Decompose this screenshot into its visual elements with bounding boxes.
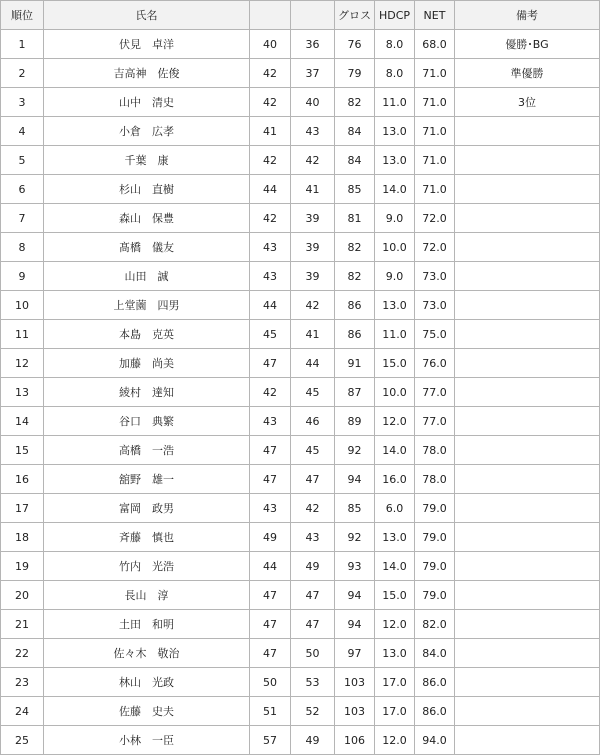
table-row (1, 552, 600, 581)
cell-out: 47 (250, 349, 291, 378)
cell-rank: 13 (1, 378, 44, 407)
cell-hdcp: 13.0 (375, 146, 415, 175)
cell-hdcp: 6.0 (375, 494, 415, 523)
table-row (1, 349, 600, 378)
cell-rank: 1 (1, 30, 44, 59)
cell-gross: 86 (335, 320, 375, 349)
cell-rank: 17 (1, 494, 44, 523)
cell-note (455, 378, 600, 407)
cell-net: 78.0 (415, 436, 455, 465)
cell-rank: 14 (1, 407, 44, 436)
cell-in: 41 (291, 320, 335, 349)
cell-note (455, 407, 600, 436)
cell-out: 49 (250, 523, 291, 552)
cell-hdcp: 12.0 (375, 726, 415, 755)
cell-rank: 15 (1, 436, 44, 465)
cell-hdcp: 13.0 (375, 291, 415, 320)
cell-gross: 92 (335, 523, 375, 552)
header-row (1, 1, 600, 30)
cell-name: 杉山 直樹 (44, 175, 250, 204)
table-row (1, 59, 600, 88)
cell-in: 44 (291, 349, 335, 378)
cell-rank: 25 (1, 726, 44, 755)
cell-gross: 76 (335, 30, 375, 59)
table-row (1, 88, 600, 117)
cell-name: 小倉 広孝 (44, 117, 250, 146)
cell-gross: 82 (335, 88, 375, 117)
cell-hdcp: 14.0 (375, 552, 415, 581)
cell-note (455, 349, 600, 378)
cell-hdcp: 15.0 (375, 581, 415, 610)
cell-name: 小林 一臣 (44, 726, 250, 755)
cell-in: 46 (291, 407, 335, 436)
cell-gross: 85 (335, 175, 375, 204)
cell-rank: 8 (1, 233, 44, 262)
cell-net: 79.0 (415, 552, 455, 581)
cell-name: 高橋 一浩 (44, 436, 250, 465)
cell-name: 長山 淳 (44, 581, 250, 610)
table-row (1, 320, 600, 349)
table-row (1, 204, 600, 233)
cell-name: 加藤 尚美 (44, 349, 250, 378)
cell-note (455, 320, 600, 349)
cell-name: 斉藤 慎也 (44, 523, 250, 552)
table-row (1, 697, 600, 726)
cell-note (455, 436, 600, 465)
cell-rank: 7 (1, 204, 44, 233)
cell-rank: 5 (1, 146, 44, 175)
table-row (1, 30, 600, 59)
cell-hdcp: 14.0 (375, 436, 415, 465)
header-in (291, 1, 335, 30)
cell-out: 42 (250, 204, 291, 233)
cell-out: 47 (250, 639, 291, 668)
cell-net: 77.0 (415, 407, 455, 436)
header-net: NET (415, 1, 455, 30)
cell-hdcp: 9.0 (375, 262, 415, 291)
cell-hdcp: 17.0 (375, 697, 415, 726)
cell-hdcp: 12.0 (375, 610, 415, 639)
cell-hdcp: 13.0 (375, 117, 415, 146)
header-rank: 順位 (1, 1, 44, 30)
cell-rank: 22 (1, 639, 44, 668)
cell-gross: 84 (335, 117, 375, 146)
cell-out: 43 (250, 494, 291, 523)
cell-name: 森山 保豊 (44, 204, 250, 233)
cell-in: 40 (291, 88, 335, 117)
cell-in: 43 (291, 117, 335, 146)
cell-out: 51 (250, 697, 291, 726)
header-out (250, 1, 291, 30)
cell-name: 千葉 康 (44, 146, 250, 175)
cell-out: 44 (250, 552, 291, 581)
cell-net: 77.0 (415, 378, 455, 407)
cell-net: 78.0 (415, 465, 455, 494)
cell-gross: 106 (335, 726, 375, 755)
table-row (1, 233, 600, 262)
cell-out: 47 (250, 436, 291, 465)
cell-note (455, 175, 600, 204)
cell-hdcp: 8.0 (375, 30, 415, 59)
table-row (1, 146, 600, 175)
cell-in: 45 (291, 378, 335, 407)
cell-rank: 24 (1, 697, 44, 726)
cell-in: 45 (291, 436, 335, 465)
cell-name: 山中 清史 (44, 88, 250, 117)
cell-note (455, 552, 600, 581)
cell-hdcp: 11.0 (375, 88, 415, 117)
cell-gross: 85 (335, 494, 375, 523)
cell-in: 42 (291, 494, 335, 523)
header-note: 備考 (455, 1, 600, 30)
cell-in: 47 (291, 465, 335, 494)
cell-gross: 82 (335, 262, 375, 291)
cell-gross: 92 (335, 436, 375, 465)
cell-in: 39 (291, 204, 335, 233)
cell-rank: 4 (1, 117, 44, 146)
cell-net: 71.0 (415, 59, 455, 88)
cell-net: 72.0 (415, 233, 455, 262)
cell-gross: 86 (335, 291, 375, 320)
cell-hdcp: 17.0 (375, 668, 415, 697)
cell-gross: 81 (335, 204, 375, 233)
table-row (1, 407, 600, 436)
table-row (1, 494, 600, 523)
cell-name: 伏見 卓洋 (44, 30, 250, 59)
cell-in: 49 (291, 726, 335, 755)
cell-gross: 82 (335, 233, 375, 262)
cell-hdcp: 16.0 (375, 465, 415, 494)
cell-name: 佐藤 史夫 (44, 697, 250, 726)
table-row (1, 581, 600, 610)
cell-note (455, 726, 600, 755)
table-row (1, 610, 600, 639)
cell-in: 39 (291, 233, 335, 262)
cell-note (455, 610, 600, 639)
table-row (1, 291, 600, 320)
cell-out: 42 (250, 378, 291, 407)
cell-hdcp: 13.0 (375, 639, 415, 668)
cell-in: 53 (291, 668, 335, 697)
cell-net: 71.0 (415, 88, 455, 117)
cell-note (455, 204, 600, 233)
cell-name: 本島 克英 (44, 320, 250, 349)
cell-rank: 23 (1, 668, 44, 697)
cell-name: 富岡 政男 (44, 494, 250, 523)
cell-net: 84.0 (415, 639, 455, 668)
cell-in: 47 (291, 610, 335, 639)
cell-note (455, 233, 600, 262)
cell-name: 髙橋 儀友 (44, 233, 250, 262)
table-row (1, 639, 600, 668)
cell-out: 43 (250, 233, 291, 262)
cell-note (455, 146, 600, 175)
cell-rank: 2 (1, 59, 44, 88)
cell-out: 43 (250, 262, 291, 291)
cell-name: 上堂薗 四男 (44, 291, 250, 320)
cell-gross: 93 (335, 552, 375, 581)
cell-rank: 19 (1, 552, 44, 581)
cell-in: 43 (291, 523, 335, 552)
table-body (1, 30, 600, 755)
cell-out: 57 (250, 726, 291, 755)
cell-hdcp: 11.0 (375, 320, 415, 349)
cell-hdcp: 10.0 (375, 378, 415, 407)
cell-net: 68.0 (415, 30, 455, 59)
table-row (1, 436, 600, 465)
cell-out: 47 (250, 610, 291, 639)
cell-gross: 94 (335, 610, 375, 639)
cell-name: 山田 誠 (44, 262, 250, 291)
cell-hdcp: 9.0 (375, 204, 415, 233)
cell-net: 79.0 (415, 581, 455, 610)
cell-out: 42 (250, 88, 291, 117)
cell-in: 47 (291, 581, 335, 610)
cell-note (455, 291, 600, 320)
cell-net: 71.0 (415, 175, 455, 204)
table-row (1, 175, 600, 204)
header-hdcp: HDCP (375, 1, 415, 30)
cell-rank: 9 (1, 262, 44, 291)
cell-in: 49 (291, 552, 335, 581)
cell-out: 47 (250, 465, 291, 494)
cell-name: 舘野 雄一 (44, 465, 250, 494)
cell-in: 52 (291, 697, 335, 726)
cell-out: 41 (250, 117, 291, 146)
cell-gross: 97 (335, 639, 375, 668)
cell-rank: 16 (1, 465, 44, 494)
cell-gross: 87 (335, 378, 375, 407)
cell-hdcp: 15.0 (375, 349, 415, 378)
cell-rank: 3 (1, 88, 44, 117)
cell-net: 94.0 (415, 726, 455, 755)
cell-out: 42 (250, 146, 291, 175)
cell-net: 76.0 (415, 349, 455, 378)
cell-in: 37 (291, 59, 335, 88)
cell-gross: 103 (335, 697, 375, 726)
cell-in: 42 (291, 291, 335, 320)
cell-note (455, 465, 600, 494)
cell-out: 44 (250, 291, 291, 320)
cell-net: 75.0 (415, 320, 455, 349)
cell-out: 42 (250, 59, 291, 88)
cell-note (455, 581, 600, 610)
cell-out: 44 (250, 175, 291, 204)
cell-note (455, 639, 600, 668)
cell-rank: 6 (1, 175, 44, 204)
cell-net: 79.0 (415, 494, 455, 523)
cell-hdcp: 12.0 (375, 407, 415, 436)
table-row (1, 523, 600, 552)
cell-out: 45 (250, 320, 291, 349)
cell-in: 36 (291, 30, 335, 59)
table-row (1, 726, 600, 755)
cell-note: 3位 (455, 88, 600, 117)
cell-in: 39 (291, 262, 335, 291)
cell-rank: 11 (1, 320, 44, 349)
cell-rank: 21 (1, 610, 44, 639)
cell-gross: 103 (335, 668, 375, 697)
cell-gross: 89 (335, 407, 375, 436)
cell-gross: 91 (335, 349, 375, 378)
cell-net: 73.0 (415, 291, 455, 320)
cell-net: 82.0 (415, 610, 455, 639)
table-row (1, 465, 600, 494)
cell-name: 谷口 典繁 (44, 407, 250, 436)
cell-name: 竹内 光浩 (44, 552, 250, 581)
header-name: 氏名 (44, 1, 250, 30)
table-row (1, 378, 600, 407)
table-row (1, 262, 600, 291)
cell-note: 準優勝 (455, 59, 600, 88)
cell-name: 林山 光政 (44, 668, 250, 697)
cell-gross: 84 (335, 146, 375, 175)
cell-note (455, 117, 600, 146)
cell-name: 吉高神 佐俊 (44, 59, 250, 88)
cell-in: 42 (291, 146, 335, 175)
cell-rank: 18 (1, 523, 44, 552)
cell-rank: 10 (1, 291, 44, 320)
cell-net: 86.0 (415, 697, 455, 726)
cell-note (455, 494, 600, 523)
cell-note (455, 523, 600, 552)
cell-hdcp: 14.0 (375, 175, 415, 204)
cell-hdcp: 10.0 (375, 233, 415, 262)
cell-gross: 79 (335, 59, 375, 88)
cell-out: 47 (250, 581, 291, 610)
cell-note: 優勝･BG (455, 30, 600, 59)
cell-rank: 12 (1, 349, 44, 378)
cell-rank: 20 (1, 581, 44, 610)
cell-out: 43 (250, 407, 291, 436)
cell-out: 50 (250, 668, 291, 697)
cell-gross: 94 (335, 581, 375, 610)
cell-note (455, 697, 600, 726)
cell-gross: 94 (335, 465, 375, 494)
cell-hdcp: 8.0 (375, 59, 415, 88)
cell-in: 41 (291, 175, 335, 204)
cell-net: 79.0 (415, 523, 455, 552)
cell-name: 土田 和明 (44, 610, 250, 639)
header-gross: グロス (335, 1, 375, 30)
table-row (1, 668, 600, 697)
cell-in: 50 (291, 639, 335, 668)
cell-hdcp: 13.0 (375, 523, 415, 552)
cell-name: 綾村 達知 (44, 378, 250, 407)
cell-name: 佐々木 敬治 (44, 639, 250, 668)
cell-net: 71.0 (415, 146, 455, 175)
cell-note (455, 668, 600, 697)
table-row (1, 117, 600, 146)
cell-net: 73.0 (415, 262, 455, 291)
cell-note (455, 262, 600, 291)
cell-net: 72.0 (415, 204, 455, 233)
cell-net: 86.0 (415, 668, 455, 697)
cell-net: 71.0 (415, 117, 455, 146)
cell-out: 40 (250, 30, 291, 59)
